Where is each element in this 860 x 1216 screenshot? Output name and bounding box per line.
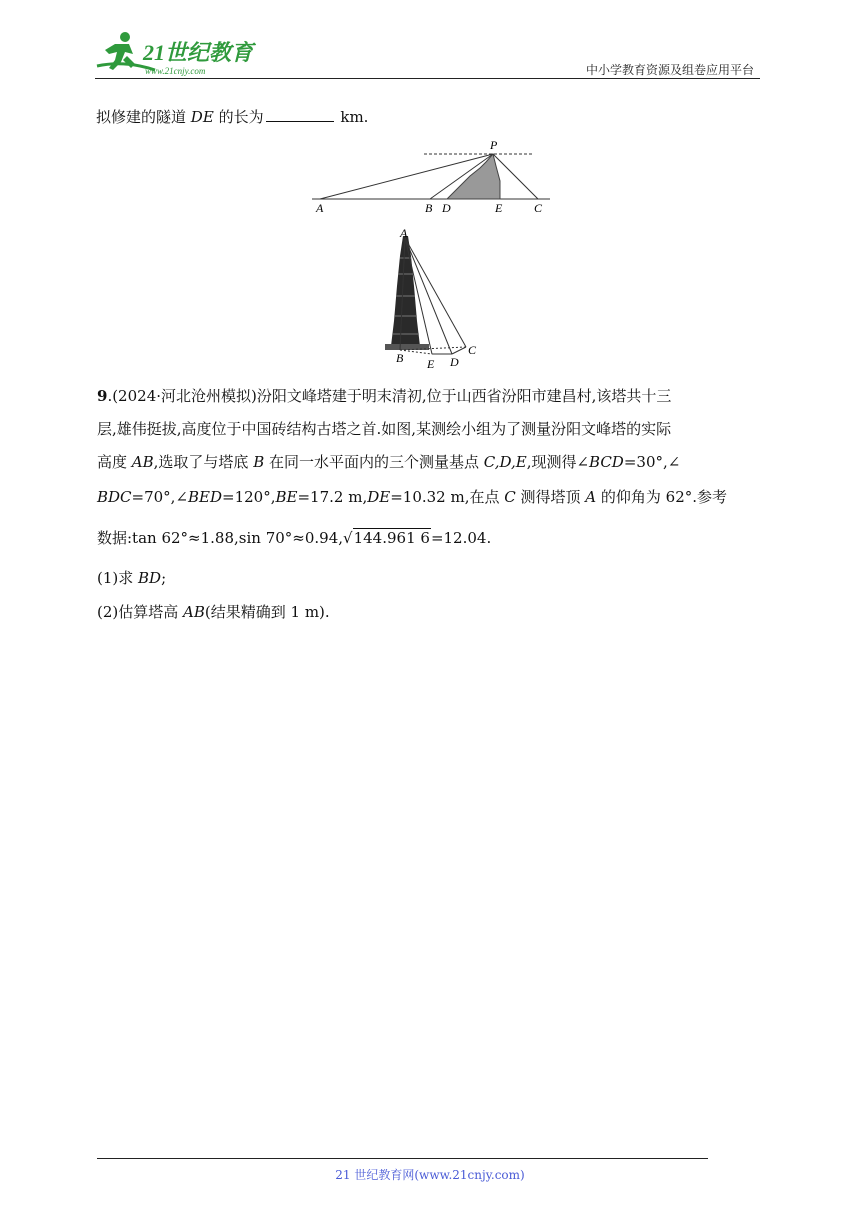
pagoda-figure: [380, 226, 485, 374]
answer-unit: km.: [340, 108, 369, 126]
var-C: C: [504, 488, 516, 506]
site-logo: [95, 30, 265, 78]
label-D: D: [442, 201, 451, 215]
var-BDC: BDC: [97, 488, 132, 506]
answer-middle: 的长为: [218, 108, 264, 126]
pagoda-base: [385, 344, 429, 350]
sqrt-result: =12.04.: [430, 529, 492, 547]
sqrt-radicand: 144.961 6: [353, 529, 430, 547]
label-E2: E: [427, 357, 435, 371]
var-AB-2: AB: [183, 603, 205, 621]
pagoda-body: [388, 236, 422, 350]
label-C2: C: [468, 343, 477, 357]
var-BCD: BCD: [589, 453, 624, 471]
page-header: [95, 30, 760, 80]
var-BD: BD: [138, 569, 162, 587]
label-A2: A: [400, 226, 408, 240]
label-D2: D: [450, 355, 459, 369]
t4a: =70°,∠: [131, 488, 189, 506]
t4b: =120°,: [222, 488, 276, 506]
problem-line-1: [97, 386, 671, 406]
logo-url: www.21cnjy.com: [145, 66, 206, 76]
label-A: A: [316, 201, 324, 215]
problem-line-4: [97, 487, 727, 507]
logo-text: 21世纪教育: [143, 40, 254, 65]
problem-number: 9: [97, 387, 108, 405]
footer-divider: [97, 1158, 708, 1159]
problem-source: .(2024·河北沧州模拟): [107, 387, 257, 405]
question-2: [97, 602, 330, 622]
answer-variable: DE: [190, 108, 214, 126]
mountain-shape: [447, 154, 500, 199]
var-DE: DE: [367, 488, 391, 506]
var-AB: AB: [131, 453, 154, 471]
q2-suffix: (结果精确到 1 m).: [204, 603, 330, 621]
t3a: 高度: [97, 453, 132, 471]
problem-text-2: 层,雄伟挺拔,高度位于中国砖结构古塔之首.如图,某测绘小组为了测量汾阳文峰塔的实际: [97, 420, 672, 438]
var-A: A: [585, 488, 597, 506]
tunnel-figure: [310, 136, 555, 216]
header-platform-text: 中小学教育资源及组卷应用平台: [585, 63, 754, 77]
problem-line-3: [97, 452, 680, 472]
var-B: B: [253, 453, 265, 471]
label-E: E: [495, 201, 503, 215]
var-CDE: C,D,E: [483, 453, 527, 471]
line-BE: [400, 350, 432, 354]
label-C: C: [534, 201, 543, 215]
footer-link[interactable]: 21 世纪教育网(www.21cnjy.com): [335, 1168, 525, 1182]
q1-prefix: (1)求: [97, 569, 139, 587]
t4e: 测得塔顶: [515, 488, 586, 506]
label-B2: B: [396, 351, 404, 365]
answer-blank[interactable]: [266, 106, 334, 122]
t3b: ,选取了与塔底: [153, 453, 254, 471]
t4c: =17.2 m,: [297, 488, 368, 506]
problem-line-5: [97, 528, 491, 548]
label-B: B: [425, 201, 433, 215]
sqrt-expression: √144.961 6: [343, 529, 430, 547]
var-BE: BE: [275, 488, 298, 506]
answer-prefix: 拟修建的隧道: [96, 108, 187, 126]
line-DC: [452, 347, 466, 354]
var-BED: BED: [188, 488, 223, 506]
label-P: P: [490, 138, 498, 152]
q2-prefix: (2)估算塔高: [97, 603, 184, 621]
q1-suffix: ;: [161, 569, 167, 587]
header-divider: [95, 78, 760, 79]
t3d: ,现测得∠: [526, 453, 590, 471]
question-1: [97, 568, 166, 588]
reference-data: 数据:tan 62°≈1.88,sin 70°≈0.94,: [97, 529, 344, 547]
t4f: 的仰角为 62°.参考: [596, 488, 728, 506]
problem-line-2: [97, 419, 671, 439]
t4d: =10.32 m,在点: [390, 488, 505, 506]
answer-line: [96, 106, 368, 127]
t3c: 在同一水平面内的三个测量基点: [264, 453, 484, 471]
t3e: =30°,∠: [623, 453, 681, 471]
problem-text-1: 汾阳文峰塔建于明末清初,位于山西省汾阳市建昌村,该塔共十三: [256, 387, 672, 405]
